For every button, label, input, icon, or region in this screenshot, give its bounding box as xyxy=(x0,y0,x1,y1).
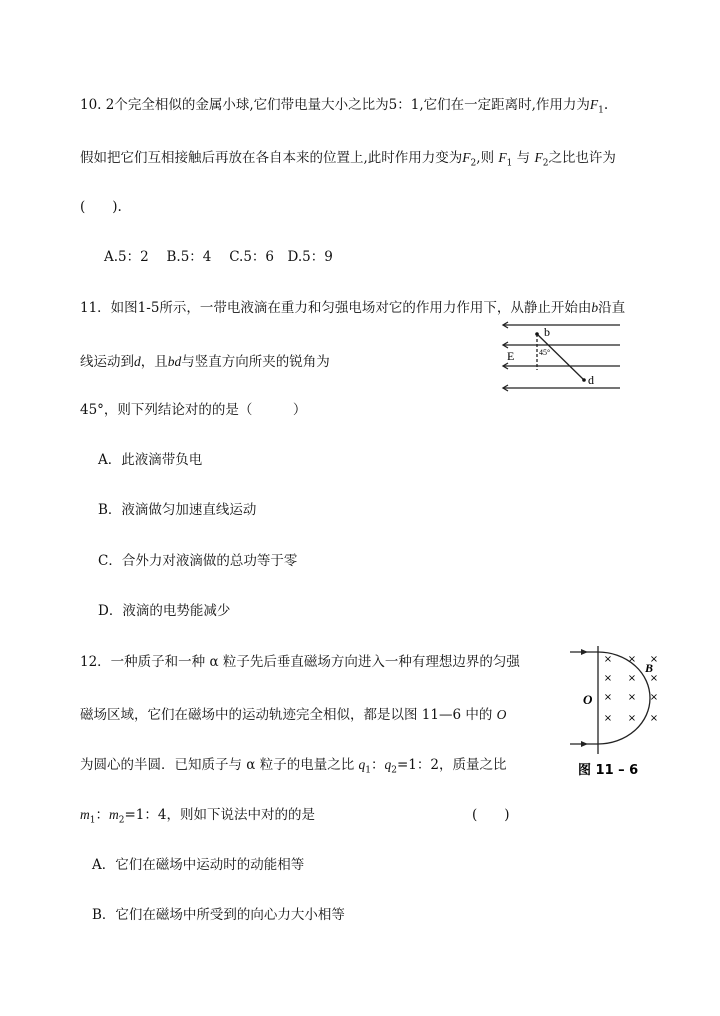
label-angle: 45° xyxy=(539,348,551,357)
figure-caption: 图 11 – 6 xyxy=(578,763,639,778)
svg-text:×: × xyxy=(627,692,637,703)
svg-text:×: × xyxy=(649,654,659,665)
q11-line3: 45°，则下列结论对的的是（ ） xyxy=(80,402,307,418)
svg-text:×: × xyxy=(627,673,637,684)
label-B: B xyxy=(645,661,654,675)
q10-answer-paren: ( ). xyxy=(80,199,122,215)
q12-line4: $m_1$：$m_2=1$：4，则如下说法中对的的是 xyxy=(80,807,315,826)
q11-option-a: A．此液滴带负电 xyxy=(98,452,203,468)
q12-option-b: B．它们在磁场中所受到的向心力大小相等 xyxy=(92,907,345,923)
q11-option-b: B．液滴做匀加速直线运动 xyxy=(98,502,257,518)
label-b: b xyxy=(544,325,550,339)
q12-line3: 为圆心的半圆．已知质子与 α 粒子的电量之比 $q_1$：$q_2=1$：2，质量之比 xyxy=(80,757,507,776)
svg-text:×: × xyxy=(603,692,613,703)
svg-text:×: × xyxy=(603,654,613,665)
svg-text:×: × xyxy=(627,713,637,724)
q10-line2: 假如把它们互相接触后再放在各自本来的位置上,此时作用力变为$F_2$,则 $F_1$ 与 $F_2$之比也许为 xyxy=(80,150,616,169)
q12-line1: 12．一种质子和一种 α 粒子先后垂直磁场方向进入一种有理想边界的匀强 xyxy=(80,654,520,670)
label-E: E xyxy=(507,349,515,363)
q12-option-a: A．它们在磁场中运动时的动能相等 xyxy=(92,857,305,873)
svg-text:×: × xyxy=(603,713,613,724)
q11-option-d: D．液滴的电势能减少 xyxy=(98,603,231,619)
svg-text:×: × xyxy=(627,654,637,665)
q12-answer-paren: ( ) xyxy=(472,807,510,823)
svg-text:×: × xyxy=(649,692,659,703)
label-O: O xyxy=(583,692,593,707)
svg-text:×: × xyxy=(649,713,659,724)
q11-line1: 11．如图1-5所示，一带电液滴在重力和匀强电场对它的作用力作用下，从静止开始由b沿直 xyxy=(80,300,626,316)
electric-field-figure xyxy=(495,318,625,393)
q11-option-c: C．合外力对液滴做的总功等于零 xyxy=(98,553,298,569)
svg-text:×: × xyxy=(603,673,613,684)
magnetic-field-figure xyxy=(565,642,670,782)
q10-line1: 10. 2个完全相似的金属小球,它们带电量大小之比为5：1,它们在一定距离时,作用力为$F_1$. xyxy=(80,97,609,116)
label-d: d xyxy=(588,373,594,387)
svg-text:×: × xyxy=(649,673,659,684)
q10-options: A.5：2 B.5：4 C.5：6 D.5：9 xyxy=(104,249,333,265)
q11-line2: 线运动到d，且bd与竖直方向所夹的锐角为 xyxy=(80,354,330,370)
q12-line2: 磁场区域，它们在磁场中的运动轨迹完全相似，都是以图 11—6 中的 O xyxy=(80,707,507,723)
